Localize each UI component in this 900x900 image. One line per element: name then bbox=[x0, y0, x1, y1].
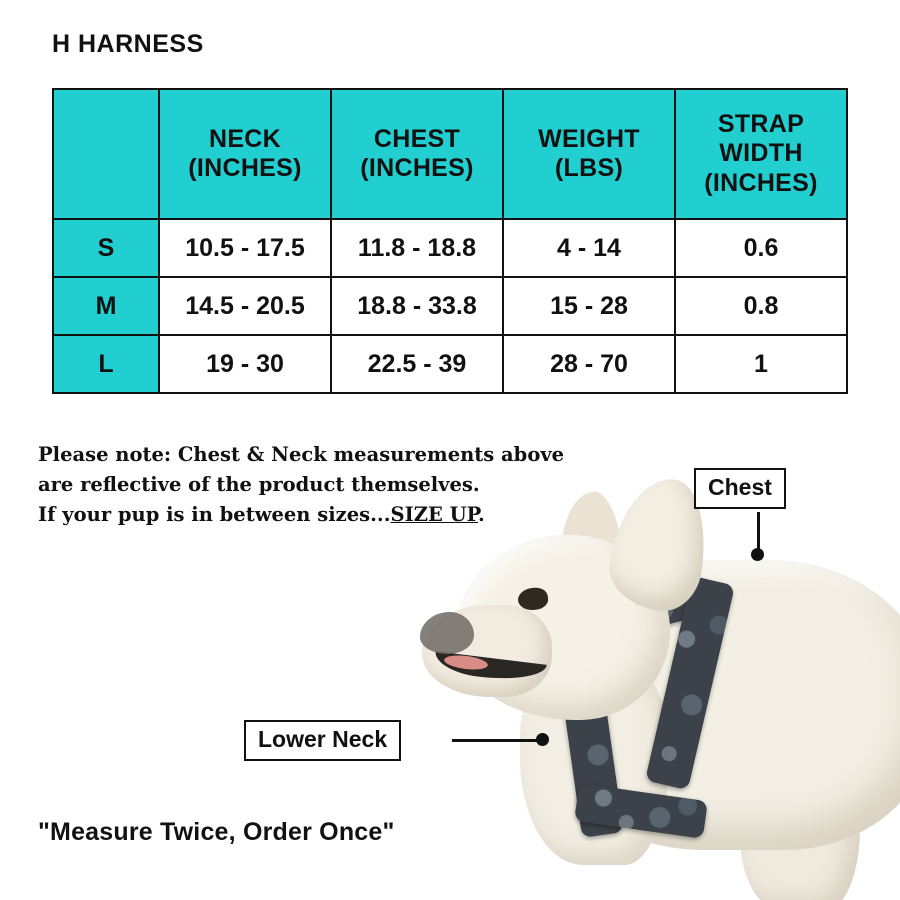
note-line-2: are reflective of the product themselves. bbox=[38, 473, 480, 497]
cell-neck: 19 - 30 bbox=[159, 335, 331, 393]
column-header-neck-line2: (INCHES) bbox=[188, 154, 302, 182]
row-size-label: M bbox=[53, 277, 159, 335]
page-title: H HARNESS bbox=[52, 30, 204, 58]
callout-chest-point bbox=[751, 548, 764, 561]
note-line-3-prefix: If your pup is in between sizes... bbox=[38, 503, 391, 527]
dog-nose bbox=[420, 612, 474, 654]
cell-weight: 28 - 70 bbox=[503, 335, 675, 393]
column-header-weight-line2: (LBS) bbox=[554, 154, 624, 182]
size-chart-table bbox=[52, 88, 848, 394]
row-size-label: L bbox=[53, 335, 159, 393]
note-line-3-suffix: . bbox=[478, 503, 485, 527]
cell-chest: 22.5 - 39 bbox=[331, 335, 503, 393]
column-header-chest-line1: CHEST bbox=[373, 124, 461, 153]
table-header bbox=[53, 89, 847, 219]
column-header-strap-width-line1: STRAP bbox=[717, 109, 805, 138]
column-header-strap-width bbox=[675, 89, 847, 219]
table-row bbox=[53, 277, 847, 335]
callout-lower-neck-point bbox=[536, 733, 549, 746]
note-line-1: Please note: Chest & Neck measurements above bbox=[38, 443, 565, 466]
table-row bbox=[53, 219, 847, 277]
column-header-weight bbox=[503, 89, 675, 219]
table-corner-cell bbox=[53, 89, 159, 219]
cell-weight: 4 - 14 bbox=[503, 219, 675, 277]
column-header-neck-line1: NECK bbox=[208, 124, 282, 153]
cell-chest: 11.8 - 18.8 bbox=[331, 219, 503, 277]
cell-neck: 14.5 - 20.5 bbox=[159, 277, 331, 335]
callout-chest: Chest bbox=[694, 468, 786, 509]
column-header-chest-line2: (INCHES) bbox=[360, 154, 474, 182]
column-header-strap-width-line3: (INCHES) bbox=[704, 168, 818, 197]
callout-lower-neck: Lower Neck bbox=[244, 720, 401, 761]
column-header-strap-width-line2: WIDTH bbox=[719, 139, 803, 168]
column-header-neck bbox=[159, 89, 331, 219]
cell-chest: 18.8 - 33.8 bbox=[331, 277, 503, 335]
column-header-chest bbox=[331, 89, 503, 219]
cell-strap-width: 0.8 bbox=[675, 277, 847, 335]
callout-lower-neck-leader-line bbox=[452, 739, 538, 742]
table-row bbox=[53, 335, 847, 393]
cell-weight: 15 - 28 bbox=[503, 277, 675, 335]
cell-strap-width: 1 bbox=[675, 335, 847, 393]
dog-photo bbox=[400, 440, 900, 900]
table-header-row bbox=[53, 89, 847, 219]
cell-neck: 10.5 - 17.5 bbox=[159, 219, 331, 277]
cell-strap-width: 0.6 bbox=[675, 219, 847, 277]
tagline: "Measure Twice, Order Once" bbox=[38, 818, 395, 846]
row-size-label: S bbox=[53, 219, 159, 277]
column-header-weight-line1: WEIGHT bbox=[538, 124, 640, 153]
note-size-up-emphasis: SIZE UP bbox=[390, 503, 479, 527]
table-body bbox=[53, 219, 847, 393]
